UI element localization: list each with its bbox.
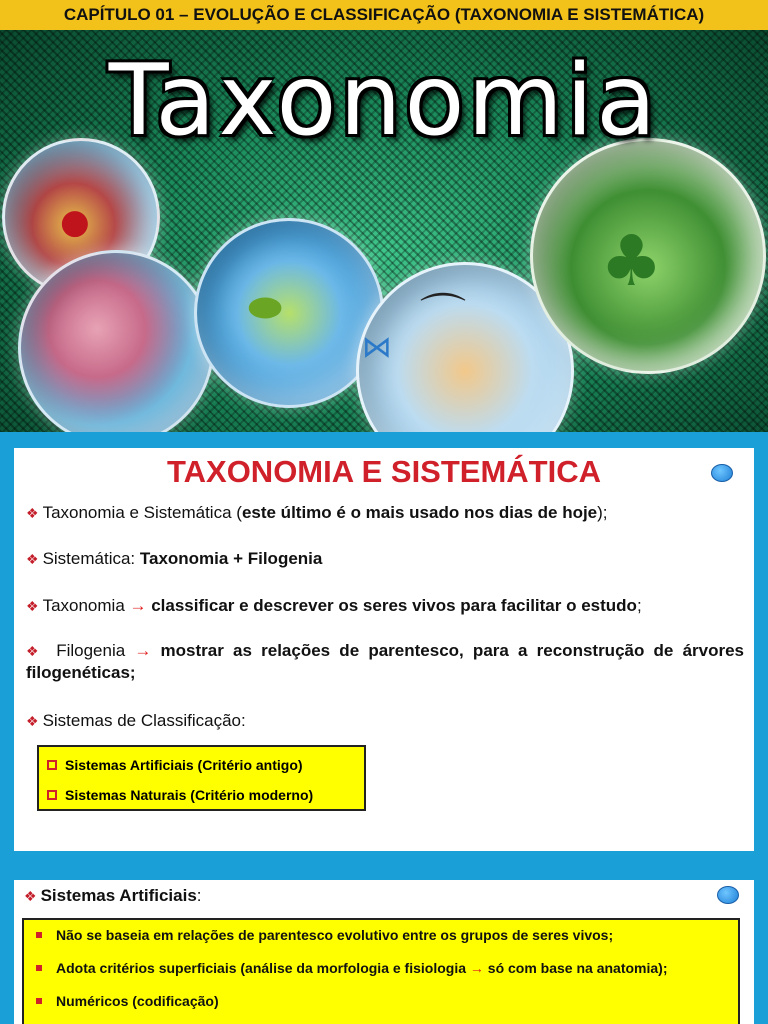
diamond-bullet-icon: ❖ [26,505,39,521]
slide-taxonomia-sistematica [14,448,754,851]
butterfly-icon: ⋈ [362,330,392,365]
text-bold: classificar e descrever os seres vivos para facilitar o estudo [146,596,637,615]
list-item [47,751,356,779]
blue-dot-icon [711,464,733,482]
diamond-bullet-icon: ❖ [26,713,39,729]
arrow-right-icon: → [134,641,152,660]
heading-end: : [196,886,202,905]
eagle-icon: ⌒ [420,289,466,343]
diamond-bullet-icon: ❖ [24,888,37,904]
arrow-right-icon: → [469,960,484,976]
taxonomy-banner-image [0,30,768,432]
text-normal: Taxonomia e Sistemática ( [42,503,242,522]
bullet-sistemas-classificacao [26,710,744,732]
protozoa-icon: ⬬ [248,285,283,331]
bullet-filogenia [26,640,744,684]
heading-text: Sistemas Artificiais [40,886,197,905]
list-item [34,959,728,978]
item-text: Sistemas Artificiais (Critério antigo) [65,757,303,773]
bullet-taxonomia-sistematica [26,502,744,524]
diamond-bullet-icon: ❖ [26,643,44,659]
checkbox-icon [47,790,57,800]
chapter-title-bar [0,0,768,30]
text-end: ); [597,503,608,522]
text-bold: mostrar as relações de parentesco, para a reconstrução de árvores filogenéticas; [26,641,744,682]
text-normal: Taxonomia [42,596,130,615]
bubble-bacteria-image [18,250,214,432]
square-bullet-icon [36,932,42,938]
slide-heading [24,886,202,906]
text-normal: Sistemática: [42,549,140,568]
item-text: Numéricos (codificação) [56,993,219,1009]
classification-systems-box [37,745,366,811]
diamond-bullet-icon: ❖ [26,551,39,567]
bullet-taxonomia [26,595,744,617]
text-bold: este último é o mais usado nos dias de hoje [241,503,598,522]
diamond-bullet-icon: ❖ [26,598,39,614]
slide-title: TAXONOMIA E SISTEMÁTICA [167,454,601,489]
item-text: Não se baseia em relações de parentesco evolutivo entre os grupos de seres vivos; [56,927,614,943]
item-text: só com base na anatomia); [483,960,668,976]
list-item [34,992,728,1011]
list-item [47,781,356,809]
banner-title: Taxonomia [108,44,660,158]
blue-dot-icon [717,886,739,904]
chapter-title: CAPÍTULO 01 – EVOLUÇÃO E CLASSIFICAÇÃO (TAXONOMIA E SISTEMÁTICA) [63,5,705,24]
text-bold: Taxonomia + Filogenia [139,549,323,568]
bullet-sistematica [26,548,744,570]
slide-sistemas-artificiais [14,880,754,1024]
text-end: ; [636,596,642,615]
item-text: Sistemas Naturais (Critério moderno) [65,787,314,803]
artificial-systems-box [22,918,740,1024]
plant-icon: ♣ [600,220,663,302]
text-normal: Filogenia [47,641,135,660]
square-bullet-icon [36,965,42,971]
square-bullet-icon [36,998,42,1004]
text-normal: Sistemas de Classificação: [42,711,246,730]
list-item [34,926,728,945]
checkbox-icon [47,760,57,770]
item-text: Adota critérios superficiais (análise da morfologia e fisiologia [56,960,470,976]
arrow-right-icon: → [129,596,147,615]
mushroom-icon: ● [60,202,90,242]
